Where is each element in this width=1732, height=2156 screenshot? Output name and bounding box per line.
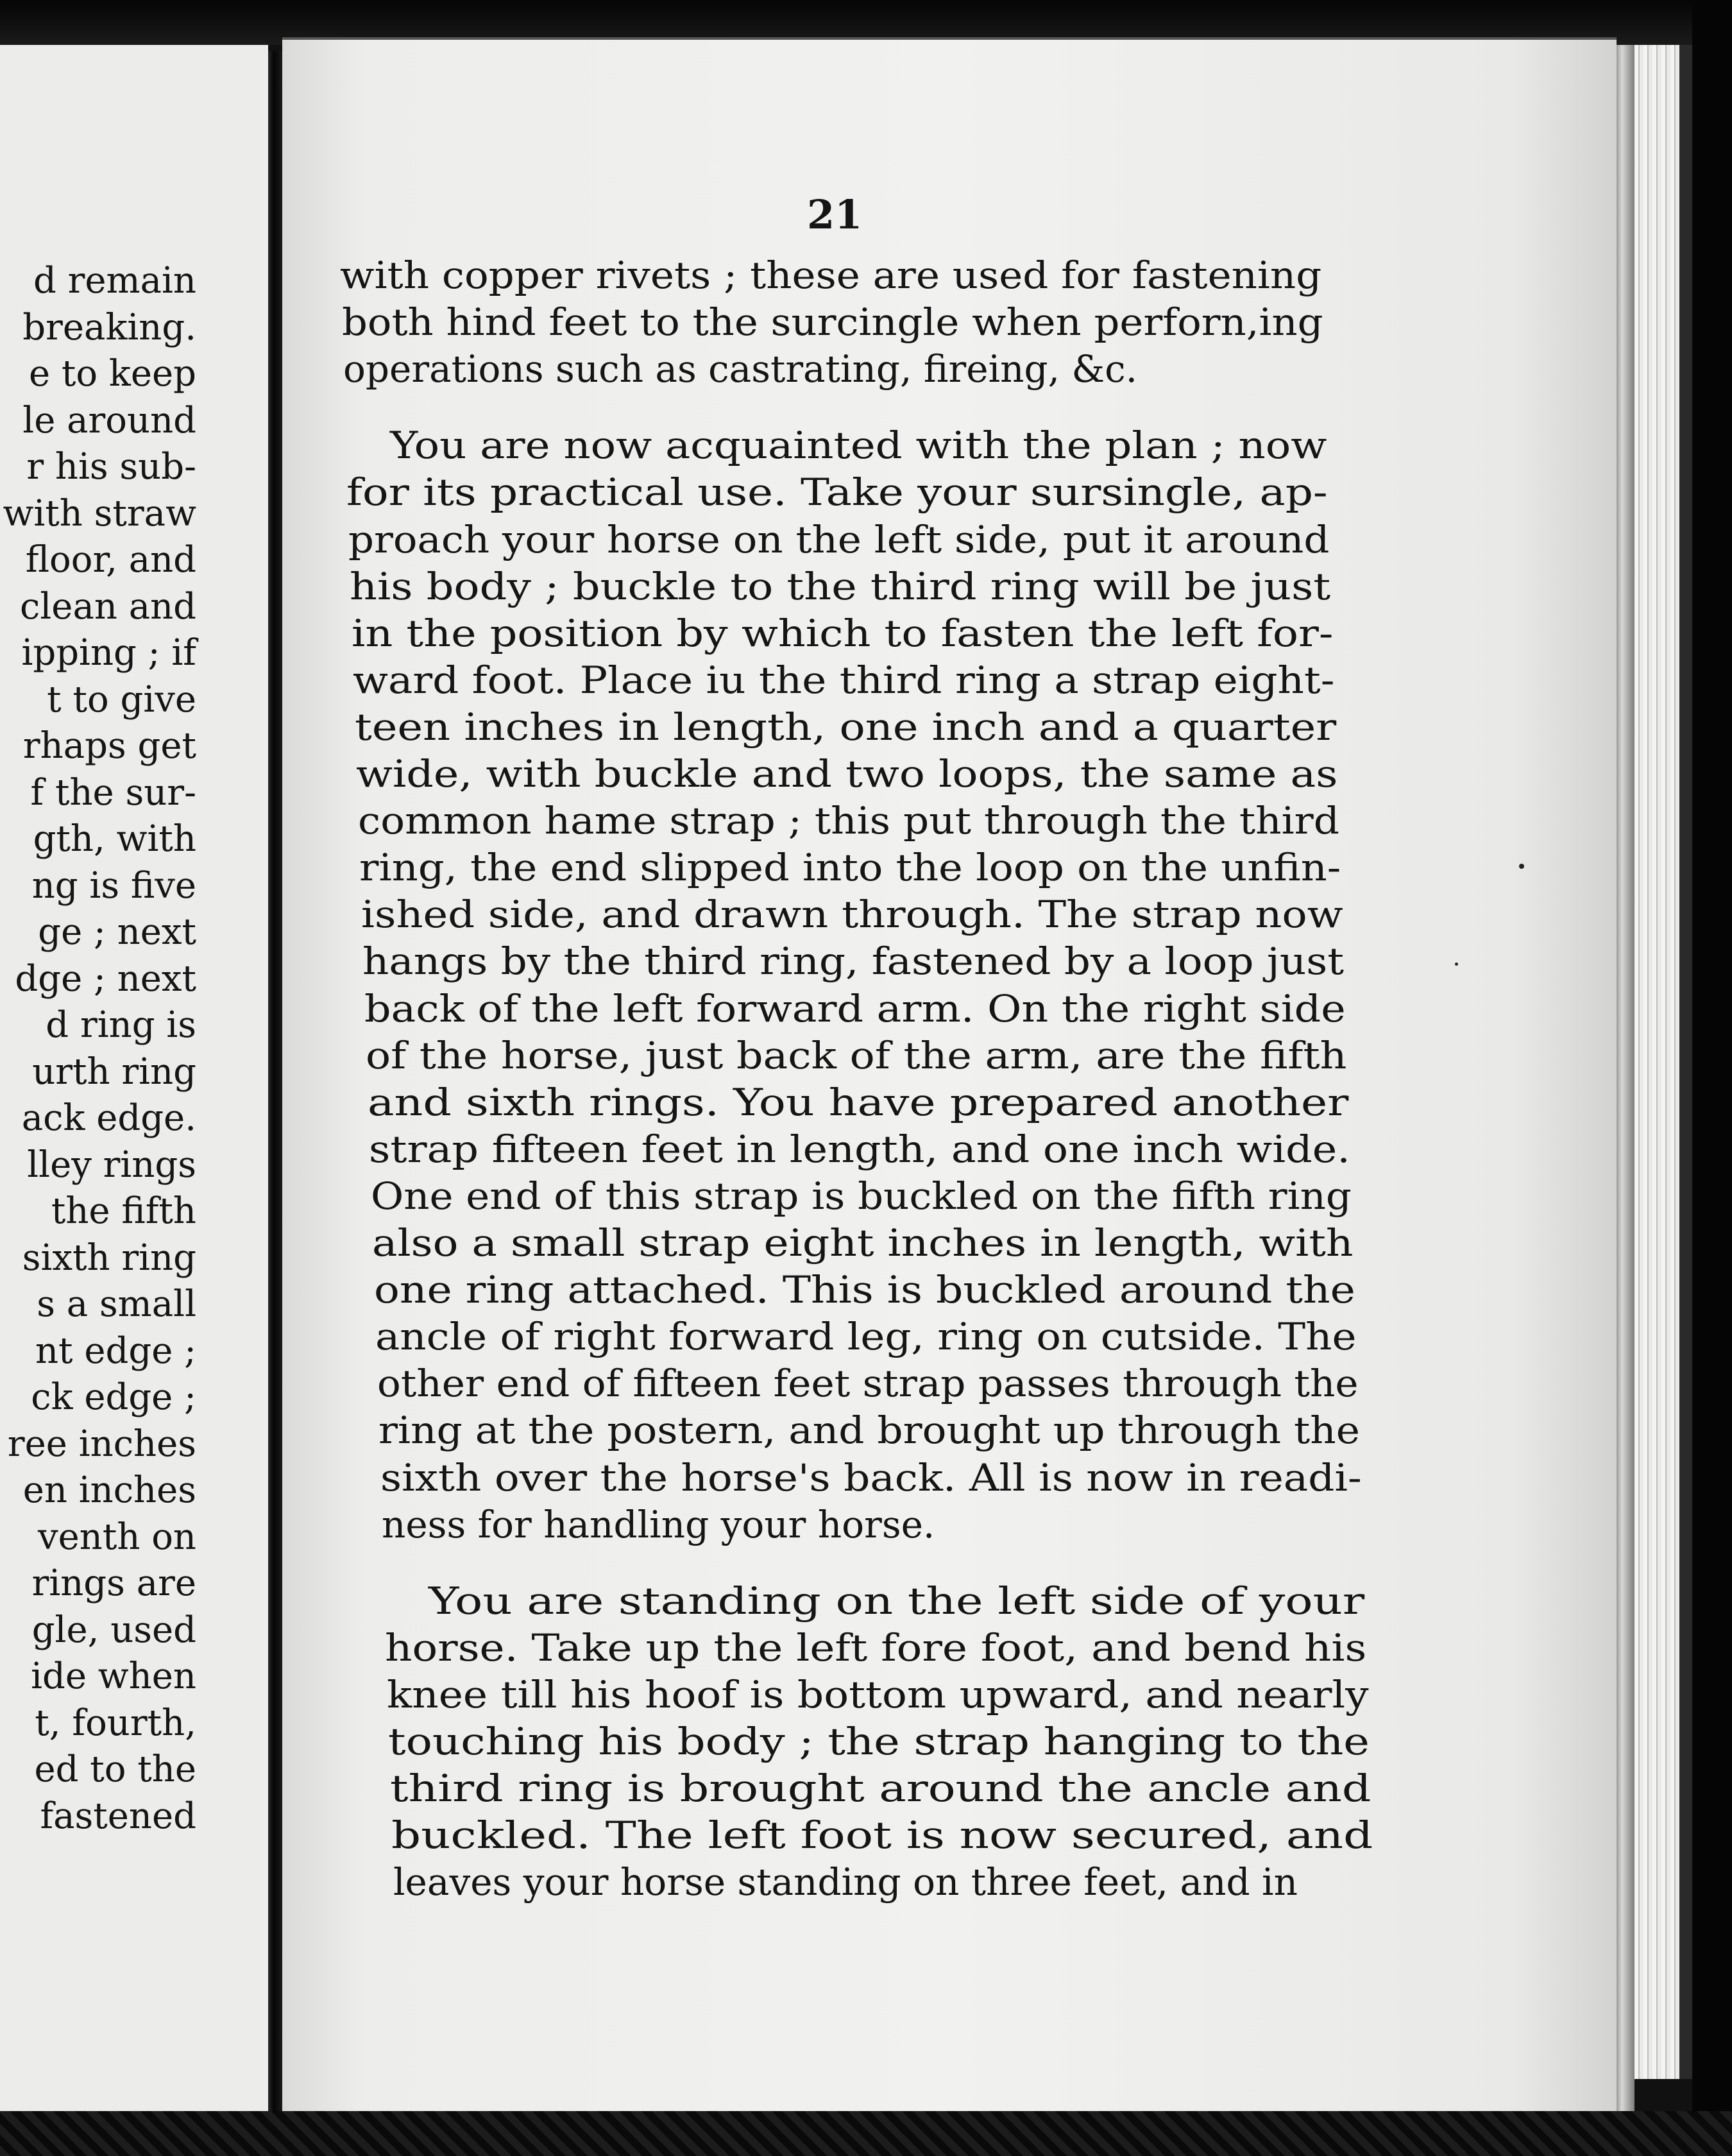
left-text-line: gth, with: [33, 818, 196, 860]
left-text-line: nt edge ;: [35, 1330, 196, 1372]
left-text-line: r his sub-: [26, 446, 196, 488]
left-text-line: f the sur-: [30, 771, 196, 814]
bottom-background: [0, 2111, 1732, 2156]
body-text-line: hangs by the third ring, fastened by a loop just: [362, 939, 1345, 983]
left-text-line: e to keep: [28, 353, 196, 395]
body-text-line: one ring attached. This is buckled around the: [374, 1268, 1355, 1312]
left-text-line: ack edge.: [21, 1097, 196, 1139]
body-text-line: wide, with buckle and two loops, the same as: [356, 752, 1338, 796]
body-text-line: his body ; buckle to the third ring will be just: [350, 565, 1331, 608]
body-text-line: of the horse, just back of the arm, are the fifth: [366, 1034, 1347, 1077]
left-text-line: the fifth: [51, 1190, 196, 1232]
page-stack: [1634, 45, 1679, 2079]
left-text-line: gle, used: [31, 1609, 196, 1651]
ink-speck: [1519, 864, 1524, 869]
left-text-line: fastened: [40, 1795, 196, 1837]
body-text-line: strap fifteen feet in length, and one inch wide.: [369, 1127, 1350, 1171]
body-text-line: back of the left forward arm. On the right side: [364, 987, 1346, 1031]
body-text-line: buckled. The left foot is now secured, and: [391, 1813, 1373, 1857]
body-text-line: touching his body ; the strap hanging to the: [388, 1720, 1370, 1763]
left-text-line: ge ; next: [38, 911, 196, 953]
left-text-line: ipping ; if: [21, 632, 196, 674]
body-text-line: sixth over the horse's back. All is now in readi-: [380, 1456, 1362, 1500]
left-text-line: floor, and: [25, 539, 196, 581]
body-text-line: proach your horse on the left side, put it around: [348, 518, 1330, 561]
body-text-line: with copper rivets ; these are used for fastening: [340, 253, 1322, 297]
body-text-line: leaves your horse standing on three feet, and in: [393, 1860, 1298, 1904]
left-text-line: sixth ring: [22, 1236, 196, 1279]
left-text-line: ng is five: [31, 864, 196, 907]
left-text-line: lley rings: [27, 1143, 196, 1186]
body-text-line: ring, the end slipped into the loop on the unfin-: [359, 846, 1341, 889]
body-text-line: other end of fifteen feet strap passes through the: [377, 1362, 1359, 1405]
left-text-line: rings are: [31, 1562, 196, 1604]
body-text-line: You are now acquainted with the plan ; now: [390, 424, 1327, 467]
left-page-text: [0, 45, 268, 2114]
left-text-line: urth ring: [32, 1050, 196, 1093]
body-text-line: ished side, and drawn through. The strap now: [361, 893, 1343, 936]
page-number: 21: [807, 191, 863, 238]
page-edge: [1617, 45, 1634, 2118]
body-text-line: You are standing on the left side of your: [429, 1579, 1365, 1623]
body-text-line: third ring is brought around the ancle and: [390, 1767, 1371, 1810]
body-text-line: both hind feet to the surcingle when perforn,ing: [342, 300, 1323, 344]
body-text-line: horse. Take up the left fore foot, and bend his: [385, 1626, 1367, 1670]
left-text-line: t to give: [47, 678, 196, 721]
book-gutter: [268, 51, 282, 2114]
body-text-line: ness for handling your horse.: [382, 1503, 935, 1546]
left-text-line: le around: [22, 399, 196, 441]
right-background: [1692, 0, 1732, 2156]
left-text-line: clean and: [20, 585, 196, 628]
left-text-line: ide when: [31, 1656, 196, 1697]
left-text-line: rhaps get: [22, 725, 196, 767]
body-text-line: in the position by which to fasten the left for-: [352, 612, 1334, 655]
left-text-line: dge ; next: [15, 957, 196, 1000]
stack-shadow: [1679, 45, 1692, 2079]
body-text-line: ward foot. Place iu the third ring a strap eight-: [353, 658, 1335, 702]
body-text-line: for its practical use. Take your sursingle, ap-: [346, 470, 1328, 514]
left-text-line: venth on: [38, 1516, 196, 1558]
left-text-line: en inches: [22, 1469, 196, 1511]
body-text-line: and sixth rings. You have prepared another: [368, 1081, 1349, 1124]
ink-speck: [1455, 963, 1458, 966]
body-text-line: ring at the postern, and brought up through the: [378, 1408, 1360, 1452]
left-text-line: with straw: [3, 492, 196, 535]
body-text-line: One end of this strap is buckled on the fifth ring: [371, 1174, 1352, 1218]
left-text-line: t, fourth,: [35, 1702, 196, 1744]
left-text-line: ree inches: [7, 1423, 196, 1465]
body-text-line: knee till his hoof is bottom upward, and nearly: [387, 1673, 1369, 1716]
body-text-line: common hame strap ; this put through the third: [358, 799, 1339, 843]
left-text-line: d ring is: [46, 1004, 196, 1046]
body-text-line: operations such as castrating, fireing, &c.: [343, 347, 1138, 391]
left-page: [0, 45, 268, 2114]
left-text-line: breaking.: [22, 306, 196, 348]
body-text-line: ancle of right forward leg, ring on cutside. The: [375, 1315, 1357, 1358]
left-text-line: d remain: [33, 260, 196, 302]
body-text-line: teen inches in length, one inch and a quarter: [355, 705, 1337, 749]
left-text-line: s a small: [37, 1283, 196, 1325]
body-text-line: also a small strap eight inches in length, with: [372, 1221, 1354, 1265]
left-text-line: ed to the: [34, 1749, 196, 1790]
left-text-line: ck edge ;: [31, 1376, 196, 1418]
